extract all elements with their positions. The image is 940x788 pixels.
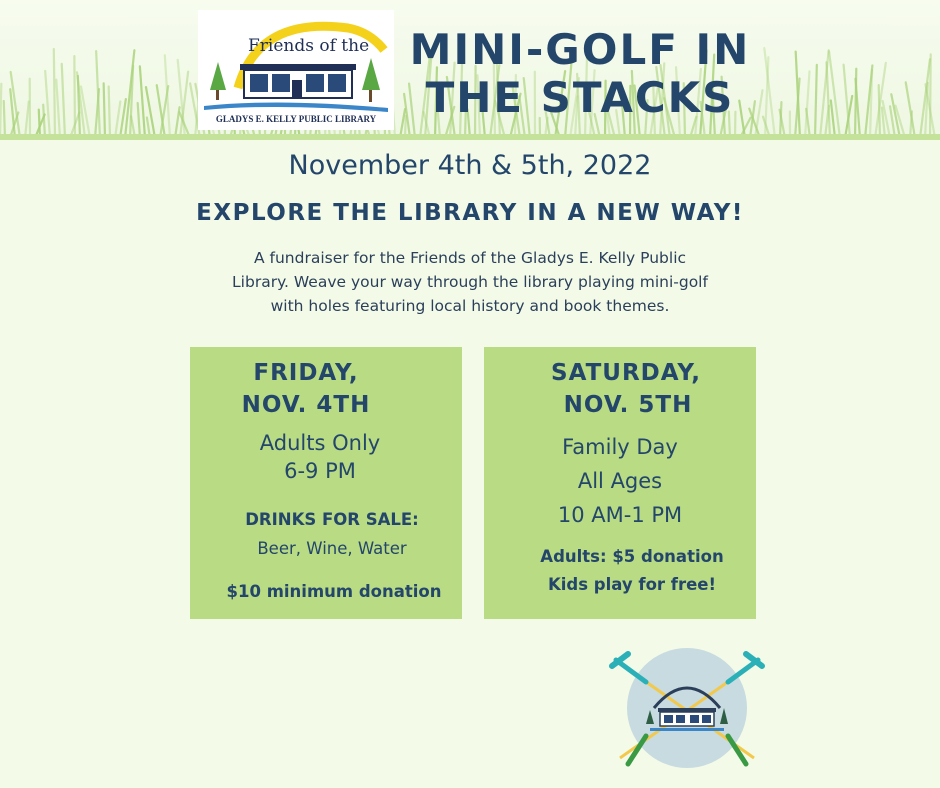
friday-day: FRIDAY, [253,360,359,386]
grass-blade [930,54,931,138]
description-line: A fundraiser for the Friends of the Gladys E. Kelly Public [253,249,687,267]
saturday-line-2: All Ages [577,469,663,493]
event-date: November 4th & 5th, 2022 [288,150,652,181]
grass-blade [879,85,880,138]
saturday-card [484,347,756,619]
friday-donation: $10 minimum donation [226,582,442,601]
grass-blade [74,56,75,138]
saturday-donation: Adults: $5 donation [540,547,724,566]
library-building-icon [198,10,394,130]
grass-blade [54,49,55,138]
saturday-line-1: Family Day [562,435,678,459]
description-line: with holes featuring local history and book themes. [270,297,670,315]
saturday-date: NOV. 5TH [563,392,693,418]
grass-blade [0,84,1,138]
title-line-2: THE STACKS [425,73,735,122]
logo-name-text: Friends of the [248,36,370,56]
description [210,246,730,318]
friday-time: 6-9 PM [284,459,356,483]
grass-blade [109,86,110,138]
description-line: Library. Weave your way through the library playing mini-golf [232,273,708,291]
logo-caption: GLADYS E. KELLY PUBLIC LIBRARY [215,114,377,124]
saturday-day: SATURDAY, [551,360,701,386]
friday-drinks-label: DRINKS FOR SALE: [245,510,419,529]
friends-library-logo [198,10,394,130]
title-line-1: MINI-GOLF IN [409,25,751,74]
saturday-time: 10 AM-1 PM [557,503,683,527]
mini-golf-clubs-icon [606,646,768,770]
friday-drinks: Beer, Wine, Water [257,539,407,558]
friday-date: NOV. 4TH [241,392,371,418]
grass-blade [104,83,105,138]
event-title [395,26,765,122]
grass-blade [4,101,5,138]
tagline: EXPLORE THE LIBRARY IN A NEW WAY! [196,200,744,226]
grass-blade [39,110,40,138]
friday-audience: Adults Only [259,431,381,455]
friday-card [190,347,462,619]
saturday-kids: Kids play for free! [547,575,717,594]
